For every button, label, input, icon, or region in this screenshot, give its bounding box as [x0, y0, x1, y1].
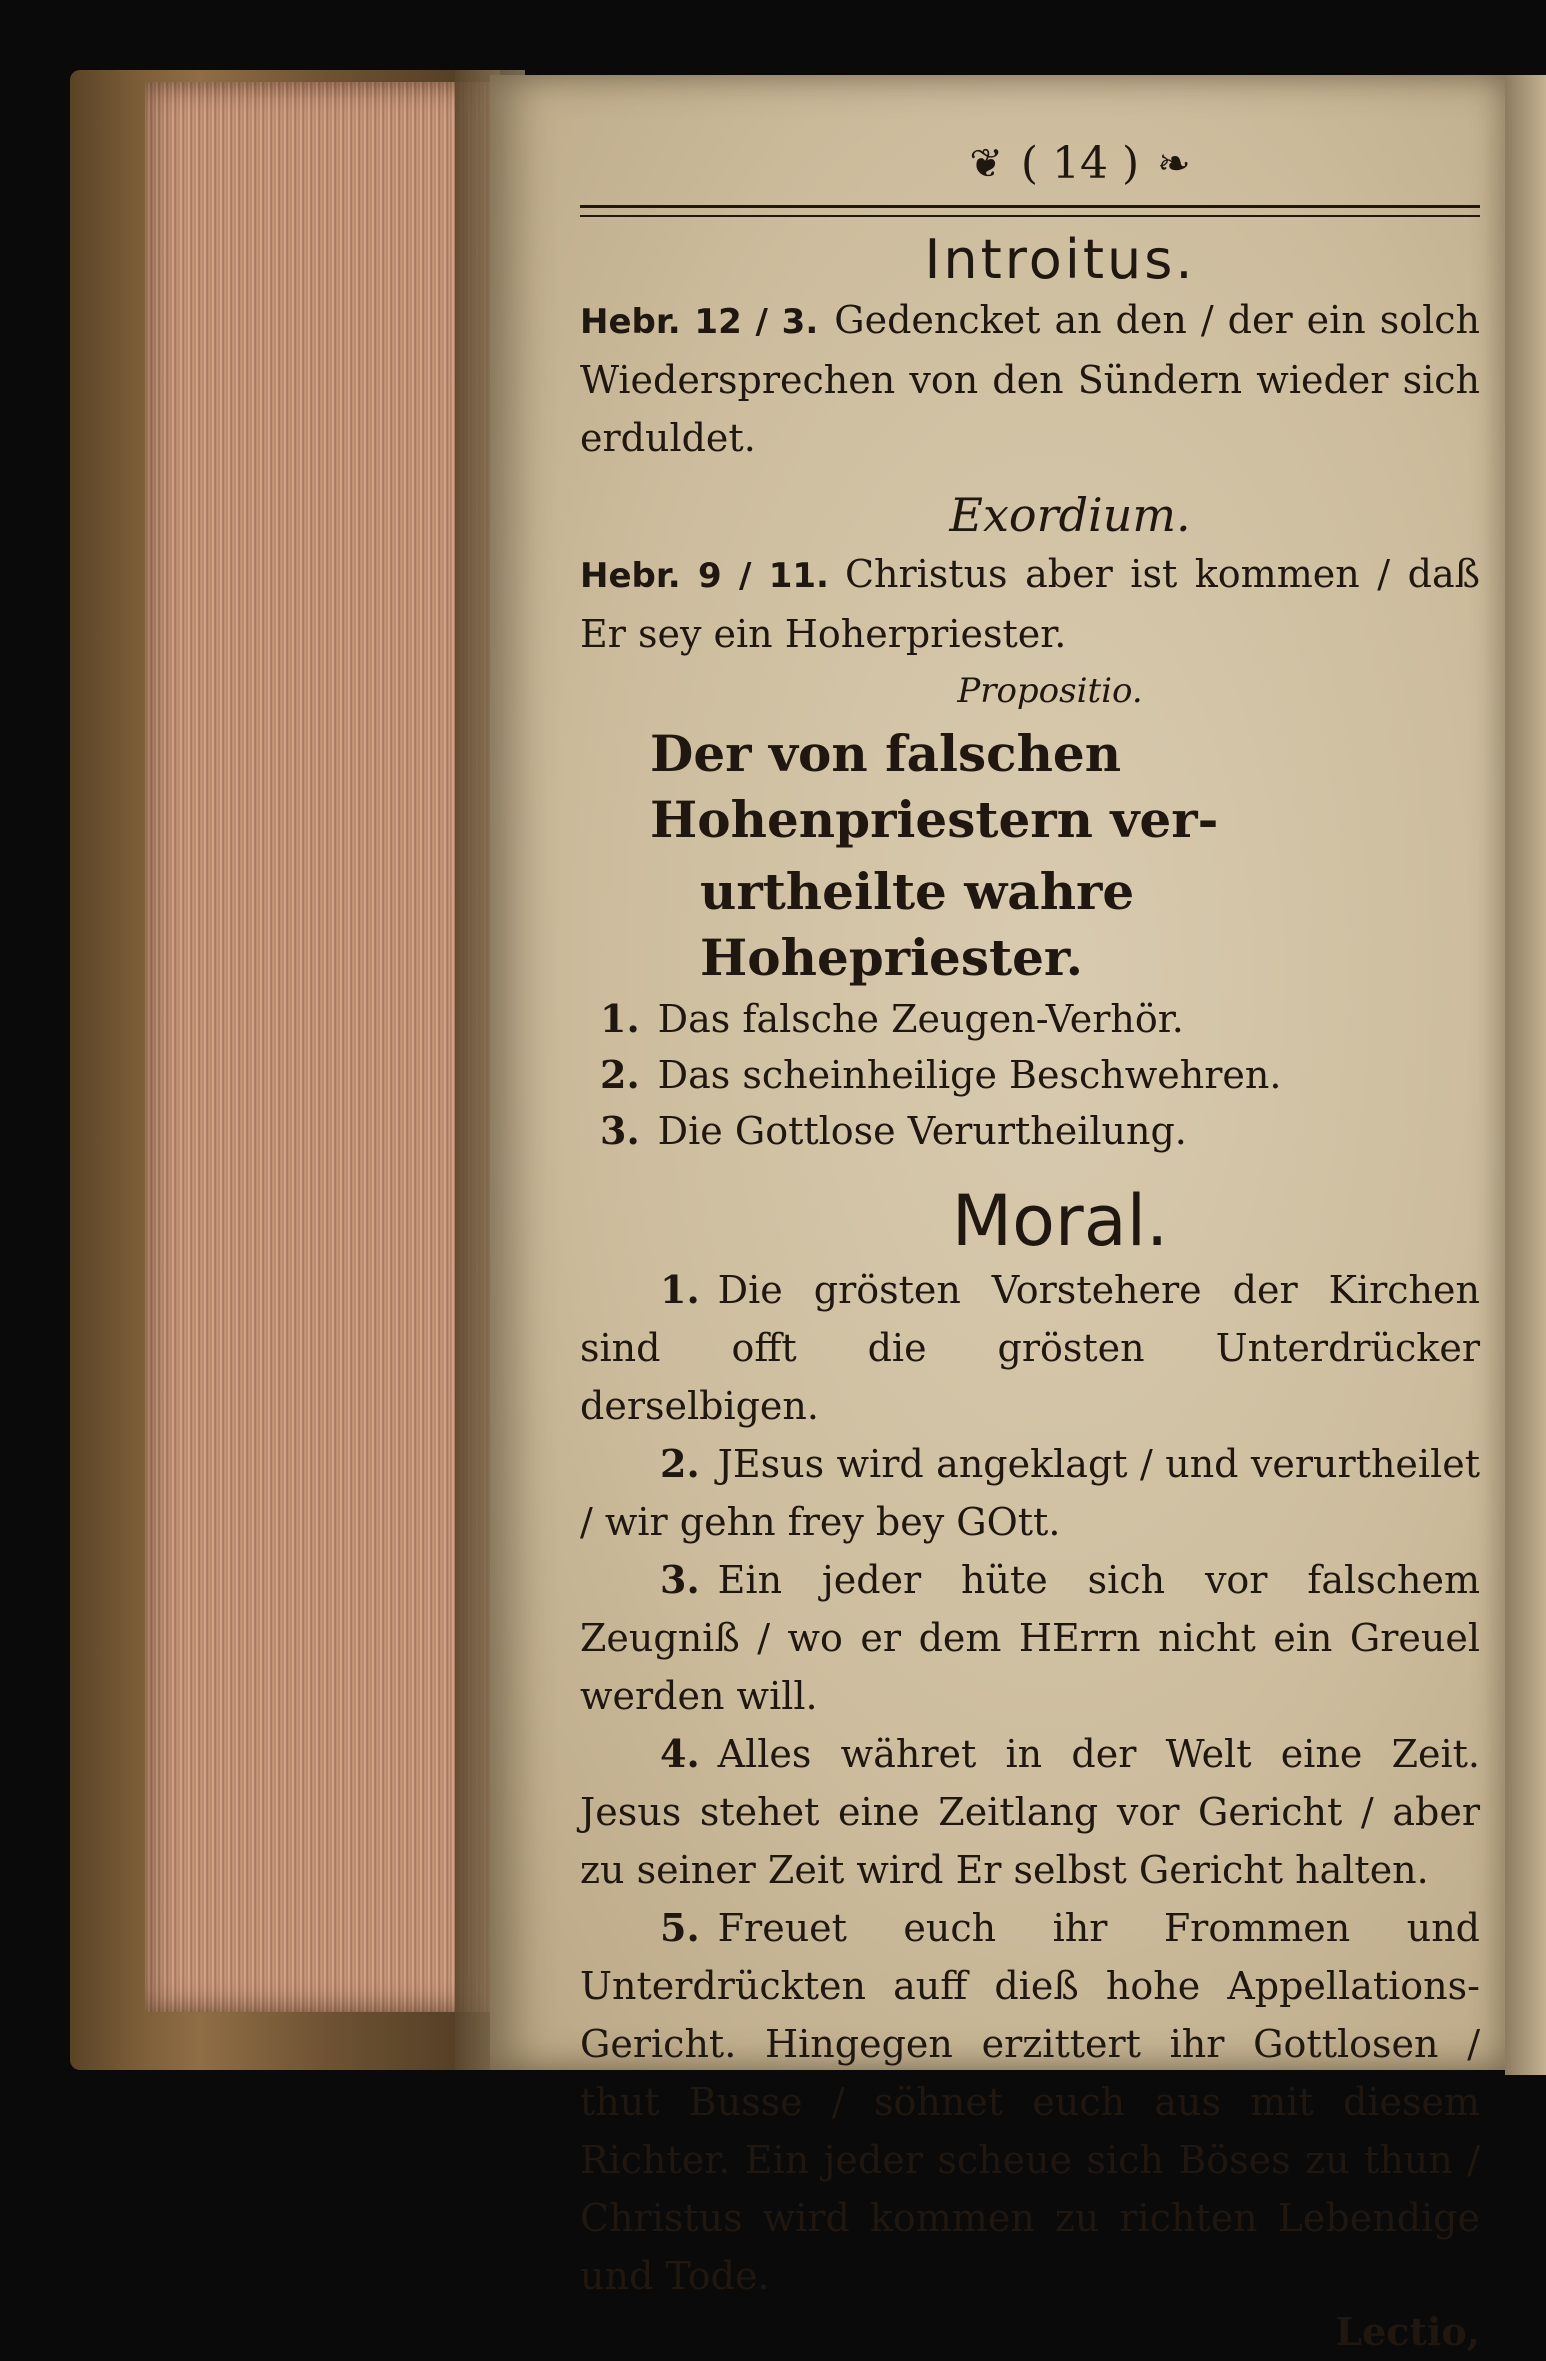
moral-item	[580, 1725, 1480, 1899]
moral-number: 1.	[660, 1267, 700, 1312]
part-item	[580, 1103, 1480, 1159]
part-number: 3.	[600, 1108, 640, 1153]
moral-text: JEsus wird angeklagt / und verurtheilet / wir gehn frey bey GOtt.	[580, 1442, 1480, 1544]
moral-number: 3.	[660, 1557, 700, 1602]
page-edges	[145, 82, 500, 2012]
introitus-text: Gedencket an den / der ein solch Wiedersprechen von den Sündern wieder sich erduldet.	[580, 298, 1480, 460]
moral-number: 4.	[660, 1731, 700, 1776]
moral-number: 2.	[660, 1441, 700, 1486]
header-rule	[580, 205, 1480, 217]
introitus-reference: Hebr. 12 / 3.	[580, 302, 819, 342]
catchword: Lectio,	[1335, 2309, 1480, 2354]
moral-heading: Moral.	[951, 1180, 1169, 1262]
moral-item	[580, 1435, 1480, 1551]
part-text: Das scheinheilige Beschwehren.	[657, 1053, 1282, 1097]
moral-text: Ein jeder hüte sich vor falschem Zeugniß / wo er dem HErrn nicht ein Greuel werden will.	[580, 1558, 1480, 1718]
moral-item	[580, 1261, 1480, 1435]
introitus-heading: Introitus.	[924, 228, 1196, 291]
part-item	[580, 991, 1480, 1047]
exordium-paragraph	[580, 545, 1480, 663]
moral-item	[580, 1551, 1480, 1725]
moral-text: Freuet euch ihr Frommen und Unterdrückten auff dieß hohe Appellations-Gericht. Hingegen erzittert ihr Gottlosen / thut Busse / söhnet euch aus mit diesem Richter. Ein jeder scheue sich Böses zu thun / Christus wird kommen zu richten Lebendige und Tode.	[580, 1906, 1480, 2298]
moral-text: Die grösten Vorstehere der Kirchen sind offt die grösten Unterdrücker derselbigen.	[580, 1268, 1480, 1428]
page-header	[680, 135, 1480, 193]
part-text: Die Gottlose Verurtheilung.	[657, 1109, 1187, 1153]
part-number: 2.	[600, 1052, 640, 1097]
exordium-text: Christus aber ist kommen / daß Er sey ein Hoherpriester.	[580, 552, 1480, 656]
introitus-paragraph	[580, 291, 1480, 467]
moral-number: 5.	[660, 1905, 700, 1950]
theme-line-2: urtheilte wahre Hohepriester.	[700, 862, 1135, 987]
book-page	[490, 75, 1505, 2354]
ornament-right-icon: ❧	[1157, 141, 1191, 187]
ornament-left-icon: ❦	[969, 141, 1003, 187]
part-item	[580, 1047, 1480, 1103]
propositio-heading: Propositio.	[957, 671, 1143, 711]
page-number: ( 14 )	[1020, 138, 1140, 189]
moral-item	[580, 1899, 1480, 2305]
facing-page-edge	[1505, 75, 1546, 2075]
theme-line-1: Der von falschen Hohenpriestern ver-	[650, 724, 1219, 849]
part-text: Das falsche Zeugen-Verhör.	[657, 997, 1184, 1041]
exordium-heading: Exordium.	[949, 488, 1191, 542]
moral-text: Alles währet in der Welt eine Zeit. Jesus stehet eine Zeitlang vor Gericht / aber zu seiner Zeit wird Er selbst Gericht halten.	[580, 1732, 1480, 1892]
exordium-reference: Hebr. 9 / 11.	[580, 556, 829, 596]
part-number: 1.	[600, 996, 640, 1041]
catchword-row	[580, 2303, 1480, 2361]
page-text	[580, 135, 1480, 2361]
